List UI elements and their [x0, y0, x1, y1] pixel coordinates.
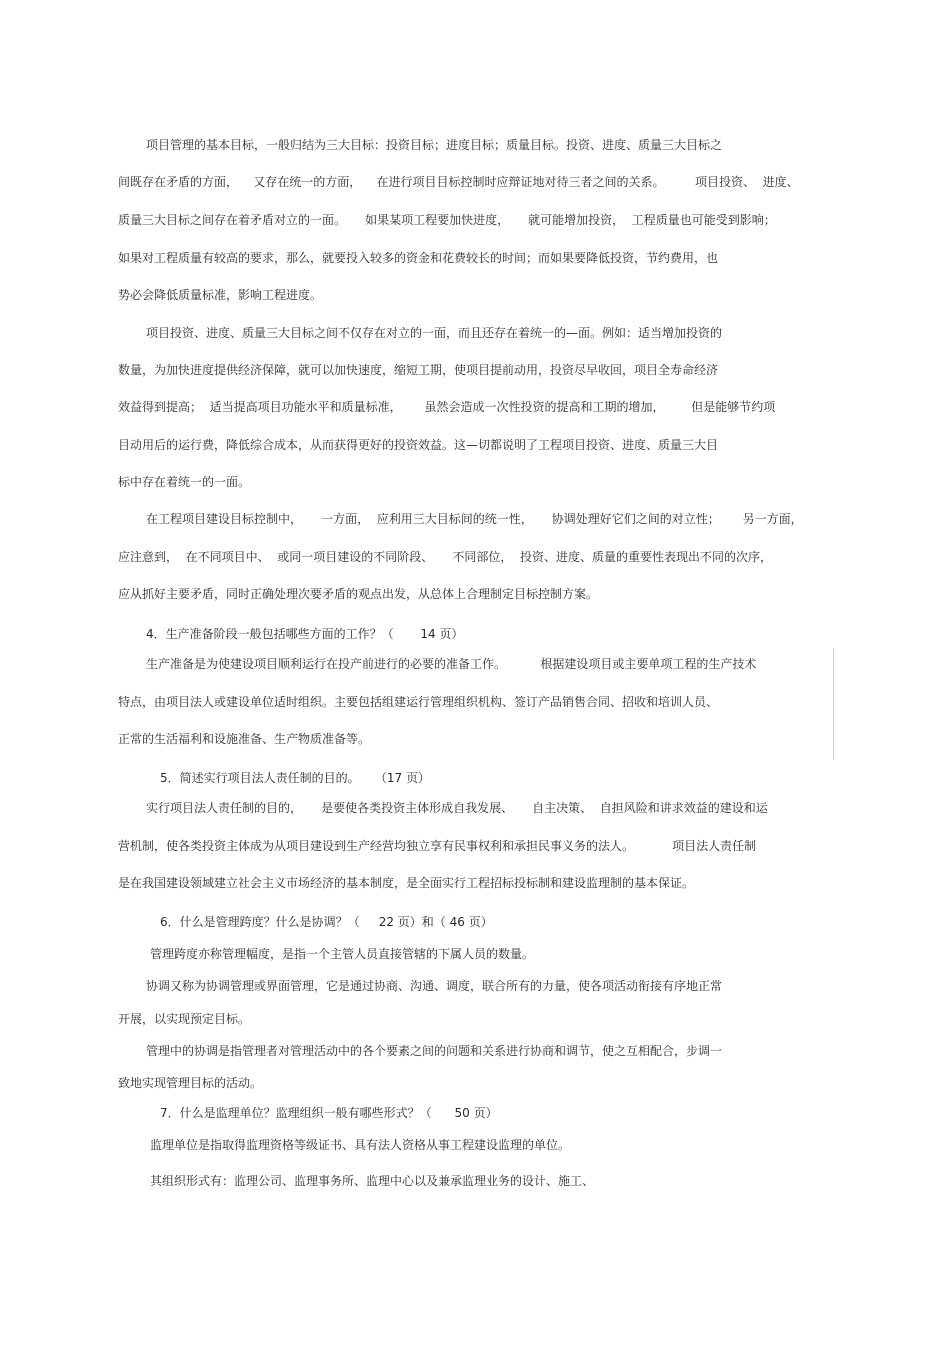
- q6-heading: 6．什么是管理跨度？什么是协调？（ 22 页）和（ 46 页）: [160, 915, 493, 929]
- q5-line3: 是在我国建设领域建立社会主义市场经济的基本制度，是全面实行工程招标投标制和建设监理制的基本保证。: [118, 876, 695, 890]
- q6-line5: 致地实现管理目标的活动。: [118, 1076, 263, 1090]
- para1-line4: 如果对工程质量有较高的要求，那么，就要投入较多的资金和花费较长的时间；而如果要降低投资，节约费用，也: [118, 251, 719, 265]
- q4-line1: 生产准备是为使建设项目顺利运行在投产前进行的必要的准备工作。 根据建设项目或主要单项工程的生产技术: [146, 657, 757, 671]
- para3-line3: 应从抓好主要矛盾，同时正确处理次要矛盾的观点出发，从总体上合理制定目标控制方案。: [118, 587, 599, 601]
- para1-line1: 项目管理的基本目标，一般归结为三大目标：投资目标；进度目标；质量目标。投资、进度、质量三大目标之: [146, 138, 723, 152]
- para2-line5: 标中存在着统一的一面。: [118, 475, 251, 489]
- para1-line2: 间既存在矛盾的方面， 又存在统一的方面， 在进行项目目标控制时应辩证地对待三者之间的关系。 项目投资、 进度、: [118, 175, 799, 189]
- q5-line2: 营机制，使各类投资主体成为从项目建设到生产经营均独立享有民事权利和承担民事义务的法人。 项目法人责任制: [118, 839, 757, 853]
- para2-line3: 效益得到提高； 适当提高项目功能水平和质量标准， 虽然会造成一次性投资的提高和工期的增加， 但是能够节约项: [118, 400, 776, 414]
- para3-line1: 在工程项目建设目标控制中， 一方面， 应利用三大目标间的统一性， 协调处理好它们之间的对立性； 另一方面，: [146, 512, 803, 526]
- q5-heading: 5．简述实行项目法人责任制的目的。 （17 页）: [160, 771, 430, 785]
- q6-line4: 管理中的协调是指管理者对管理活动中的各个要素之间的问题和关系进行协商和调节，使之互相配合，步调一: [146, 1044, 723, 1058]
- para2-line1: 项目投资、进度、质量三大目标之间不仅存在对立的一面，而且还存在着统一的—面。例如：适当增加投资的: [146, 326, 723, 340]
- q6-line2: 协调又称为协调管理或界面管理，它是通过协商、沟通、调度，联合所有的力量，使各项活动衔接有序地正常: [146, 979, 723, 993]
- q4-heading: 4．生产准备阶段一般包括哪些方面的工作？（ 14 页）: [146, 627, 464, 641]
- para2-line4: 目动用后的运行费，降低综合成本，从而获得更好的投资效益。这—切都说明了工程项目投资、进度、质量三大目: [118, 438, 719, 452]
- margin-rule: [833, 648, 834, 760]
- para1-line5: 势必会降低质量标准，影响工程进度。: [118, 288, 323, 302]
- q4-line2: 特点，由项目法人或建设单位适时组织。主要包括组建运行管理组织机构、签订产品销售合同、招收和培训人员、: [118, 695, 719, 709]
- q5-line1: 实行项目法人责任制的目的， 是要使各类投资主体形成自我发展、 自主决策、 自担风险和讲求效益的建设和运: [146, 801, 768, 815]
- q7-line1: 监理单位是指取得监理资格等级证书、具有法人资格从事工程建设监理的单位。: [150, 1138, 571, 1152]
- q7-line2: 其组织形式有：监理公司、监理事务所、监理中心以及兼承监理业务的设计、施工、: [150, 1174, 595, 1188]
- para1-line3: 质量三大目标之间存在着矛盾对立的一面。 如果某项工程要加快进度， 就可能增加投资， 工程质量也可能受到影响；: [118, 213, 776, 227]
- q4-line3: 正常的生活福利和设施准备、生产物质准备等。: [118, 732, 371, 746]
- q7-heading: 7．什么是监理单位？监理组织一般有哪些形式？（ 50 页）: [160, 1106, 498, 1120]
- q6-line3: 开展，以实现预定目标。: [118, 1012, 251, 1026]
- para2-line2: 数量，为加快进度提供经济保障，就可以加快速度，缩短工期，使项目提前动用，投资尽早收回，项目全寿命经济: [118, 363, 719, 377]
- q6-line1: 管理跨度亦称管理幅度，是指一个主管人员直接管辖的下属人员的数量。: [150, 947, 535, 961]
- para3-line2: 应注意到， 在不同项目中、 或同一项目建设的不同阶段、 不同部位， 投资、进度、质量的重要性表现出不同的次序，: [118, 550, 772, 564]
